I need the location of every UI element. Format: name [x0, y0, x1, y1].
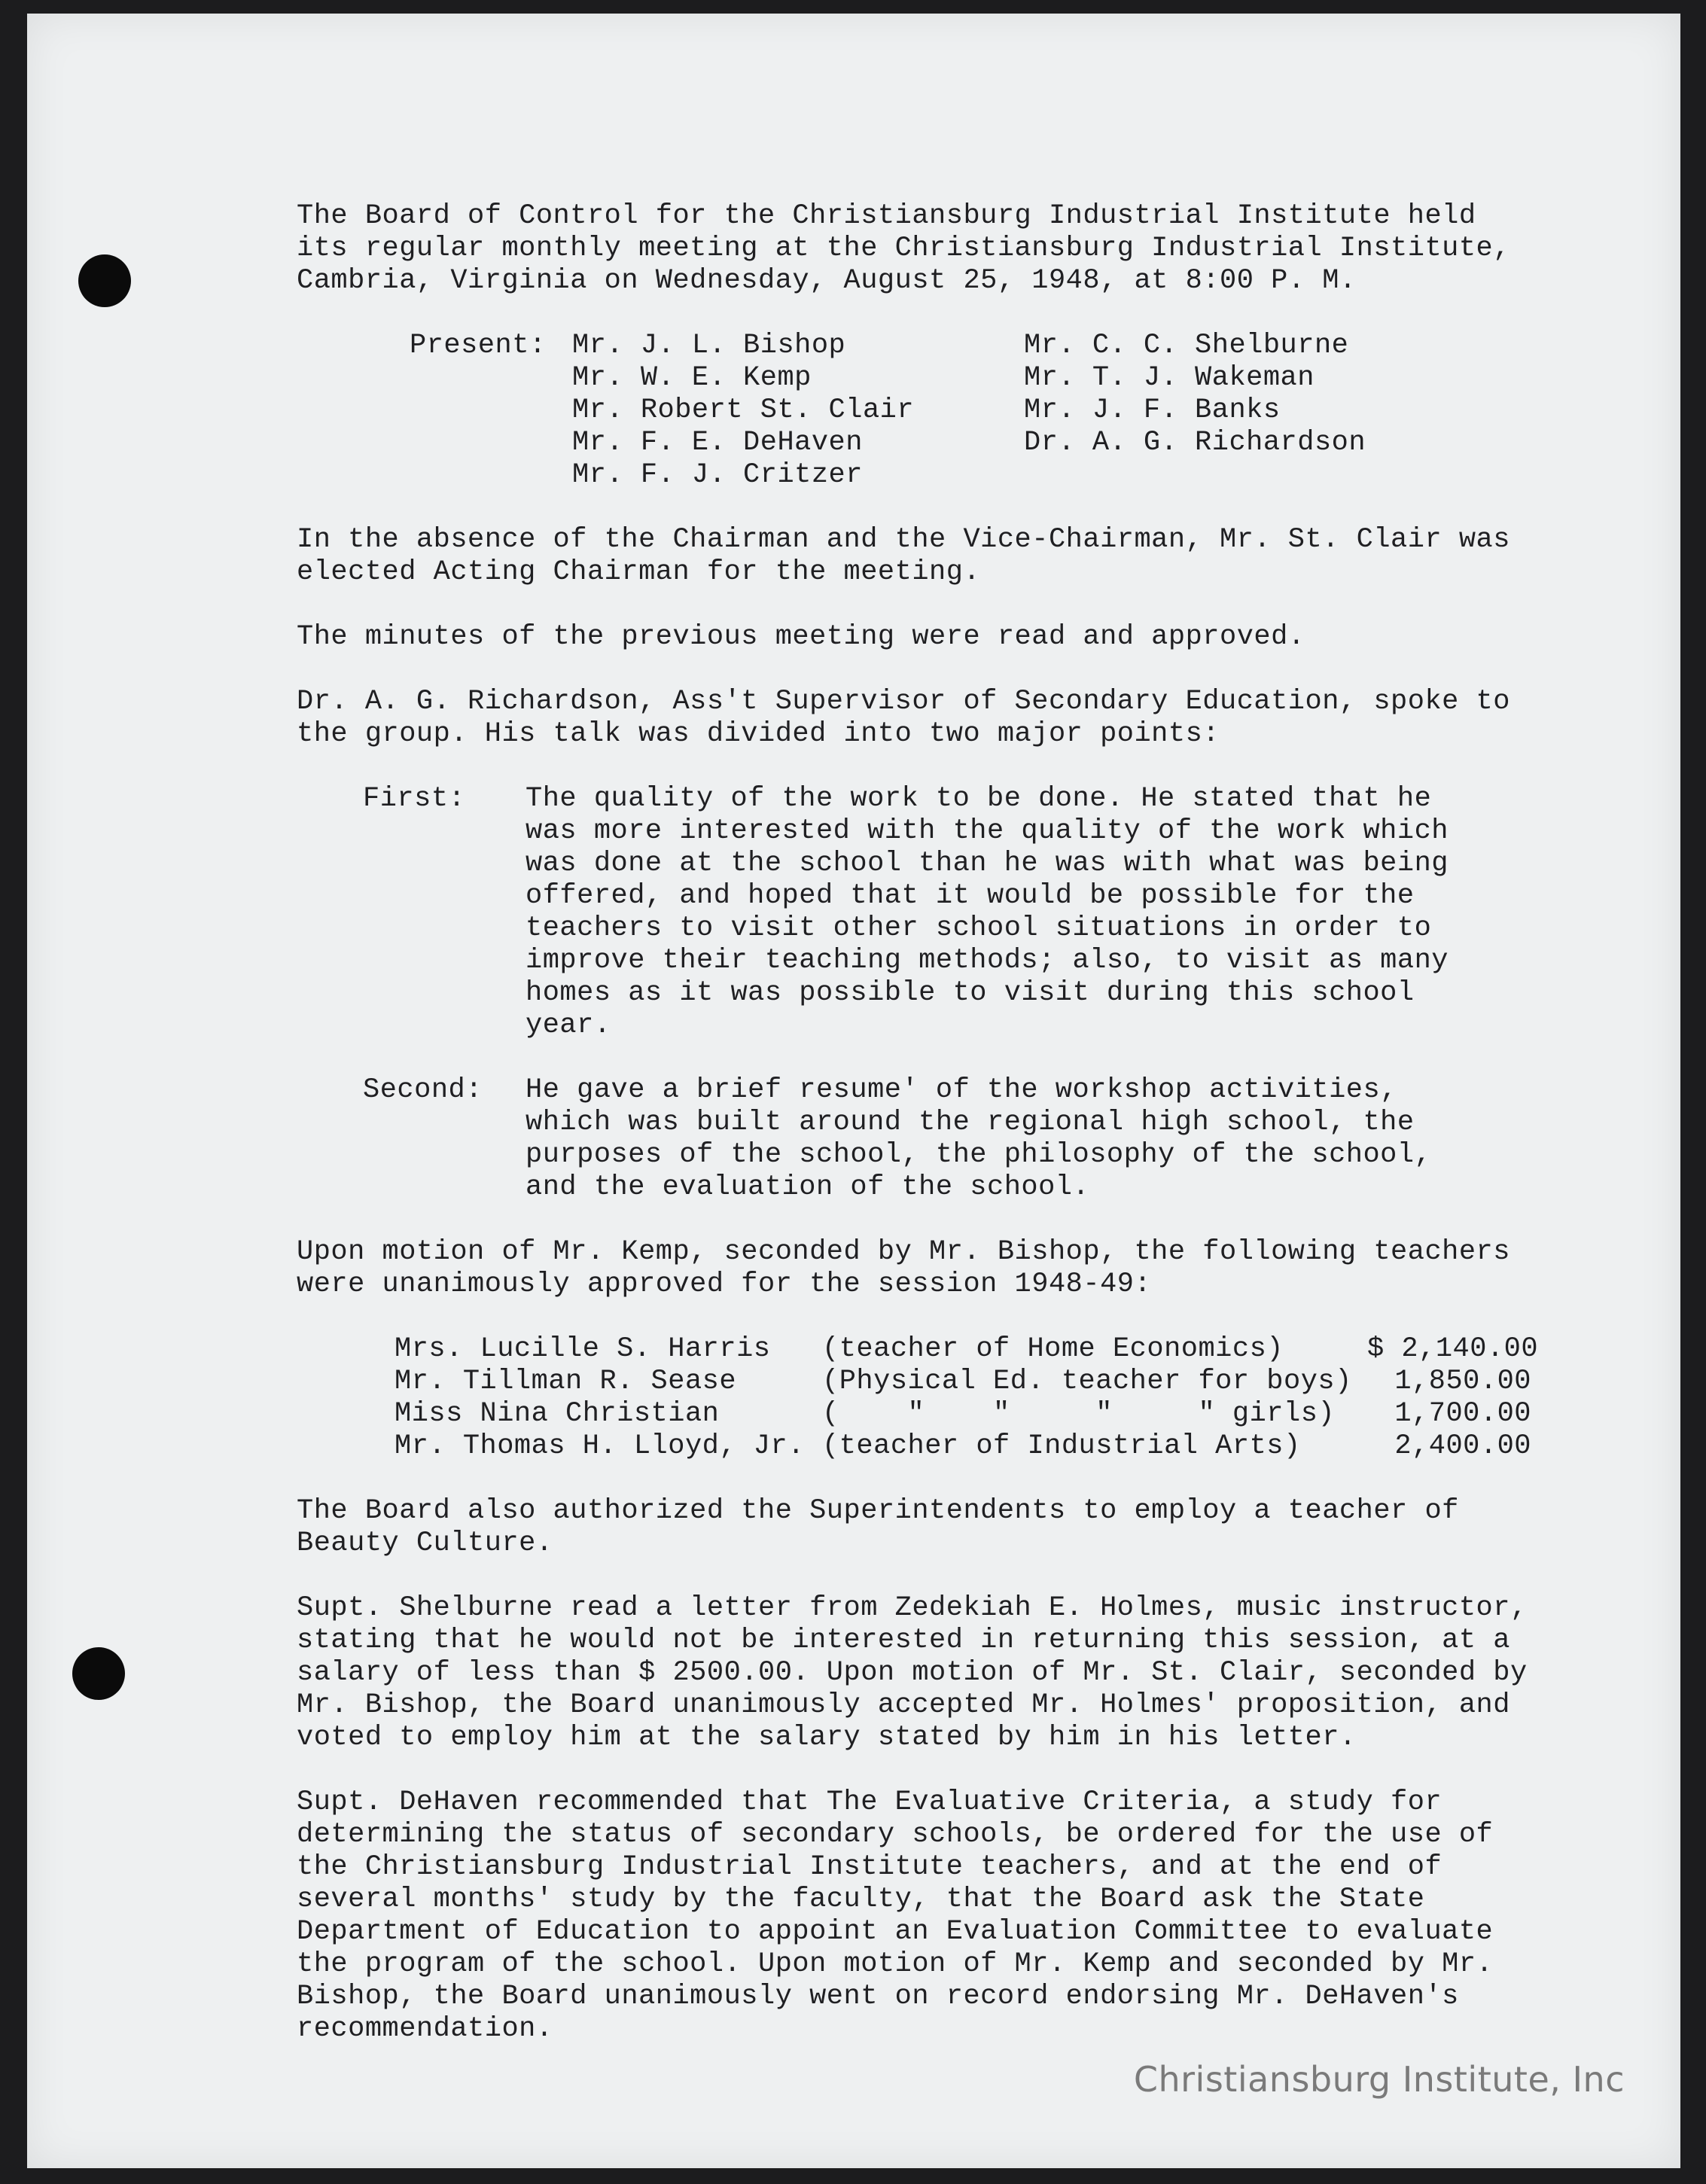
teacher-table [395, 1333, 1539, 1463]
teacher-salary: $ 2,140.00 [1367, 1333, 1539, 1365]
teacher-salary: 2,400.00 [1394, 1430, 1531, 1462]
attendee: Mr. C. C. Shelburne [1024, 330, 1349, 361]
attendee: Mr. F. J. Critzer [572, 459, 863, 491]
teacher-role: (teacher of Industrial Arts) [822, 1430, 1301, 1462]
teacher-row [395, 1398, 1531, 1430]
teacher-name: Mr. Tillman R. Sease [395, 1366, 737, 1397]
teacher-row [395, 1366, 1531, 1398]
attendee: Mr. J. F. Banks [1024, 394, 1281, 426]
punch-hole-top [78, 254, 131, 307]
present-column-1 [572, 330, 1024, 492]
watermark: Christiansburg Institute, Inc [1133, 2059, 1625, 2100]
richardson-paragraph: Dr. A. G. Richardson, Ass't Supervisor of Secondary Education, spoke to the group. His talk was divided into two major points: [297, 686, 1510, 750]
attendee: Mr. Robert St. Clair [572, 394, 915, 426]
point-text: The quality of the work to be done. He stated that he was more interested with the quality of the work which was done at the school than he was with what was being offered, and hoped that it would be possible for the teachers to visit other school situations in order to improve their teaching methods; also, to visit as many homes as it was possible to visit during this school year. [526, 783, 1449, 1041]
attendee: Mr. W. E. Kemp [572, 362, 812, 394]
attendee: Mr. T. J. Wakeman [1024, 362, 1315, 394]
minutes-paragraph: The minutes of the previous meeting were read and approved. [297, 621, 1305, 653]
teacher-name: Mrs. Lucille S. Harris [395, 1333, 771, 1365]
intro-paragraph: The Board of Control for the Christiansburg Industrial Institute held its regular monthly meeting at the Christiansburg Industrial Institute, Cambria, Virginia on Wednesday, August 25, 1948, at 8:00 P. M. [297, 200, 1510, 297]
attendee: Mr. J. L. Bishop [572, 330, 846, 361]
point-first [363, 783, 1531, 1042]
teacher-salary: 1,700.00 [1394, 1398, 1531, 1430]
teacher-salary: 1,850.00 [1394, 1366, 1531, 1397]
teacher-role: ( " " " " girls) [822, 1398, 1336, 1430]
teacher-row [395, 1430, 1531, 1463]
attendee: Dr. A. G. Richardson [1024, 427, 1366, 458]
acting-chairman-paragraph: In the absence of the Chairman and the Vice-Chairman, Mr. St. Clair was elected Acting Chairman for the meeting. [297, 524, 1510, 588]
teacher-row [395, 1333, 1539, 1366]
beauty-culture-paragraph: The Board also authorized the Superintendents to employ a teacher of Beauty Culture. [297, 1495, 1459, 1559]
point-second [363, 1074, 1531, 1204]
point-label: Second: [363, 1074, 483, 1106]
punch-hole-bottom [72, 1647, 125, 1700]
present-column-2 [1024, 330, 1400, 492]
teacher-name: Mr. Thomas H. Lloyd, Jr. [395, 1430, 805, 1462]
teacher-role: (Physical Ed. teacher for boys) [822, 1366, 1352, 1397]
point-label: First: [363, 783, 466, 815]
teacher-role: (teacher of Home Economics) [822, 1333, 1284, 1365]
attendee: Mr. F. E. DeHaven [572, 427, 863, 458]
present-list [410, 330, 1531, 492]
holmes-paragraph: Supt. Shelburne read a letter from Zedekiah E. Holmes, music instructor, stating that he would not be interested in returning this session, at a salary of less than $ 2500.00. Upon motion of Mr. St. Clair, seconded by Mr. Bishop, the Board unanimously accepted Mr. Holmes' proposition, and voted to employ him at the salary stated by him in his letter. [297, 1592, 1528, 1753]
meeting-minutes [297, 200, 1539, 2045]
teacher-motion-paragraph: Upon motion of Mr. Kemp, seconded by Mr. Bishop, the following teachers were unanimously approved for the session 1948-49: [297, 1236, 1510, 1300]
teacher-name: Miss Nina Christian [395, 1398, 720, 1430]
present-label: Present: [410, 330, 547, 361]
point-text: He gave a brief resume' of the workshop activities, which was built around the regional high school, the purposes of the school, the philosophy of the school, and the evaluation of the school. [526, 1074, 1432, 1203]
dehaven-paragraph: Supt. DeHaven recommended that The Evaluative Criteria, a study for determining the status of secondary schools, be ordered for the use of the Christiansburg Industrial Institute teachers, and at the end of several months' study by the faculty, that the Board ask the State Department of Education to appoint an Evaluation Committee to evaluate the program of the school. Upon motion of Mr. Kemp and seconded by Mr. Bishop, the Board unanimously went on record endorsing Mr. DeHaven's recommendation. [297, 1786, 1494, 2045]
